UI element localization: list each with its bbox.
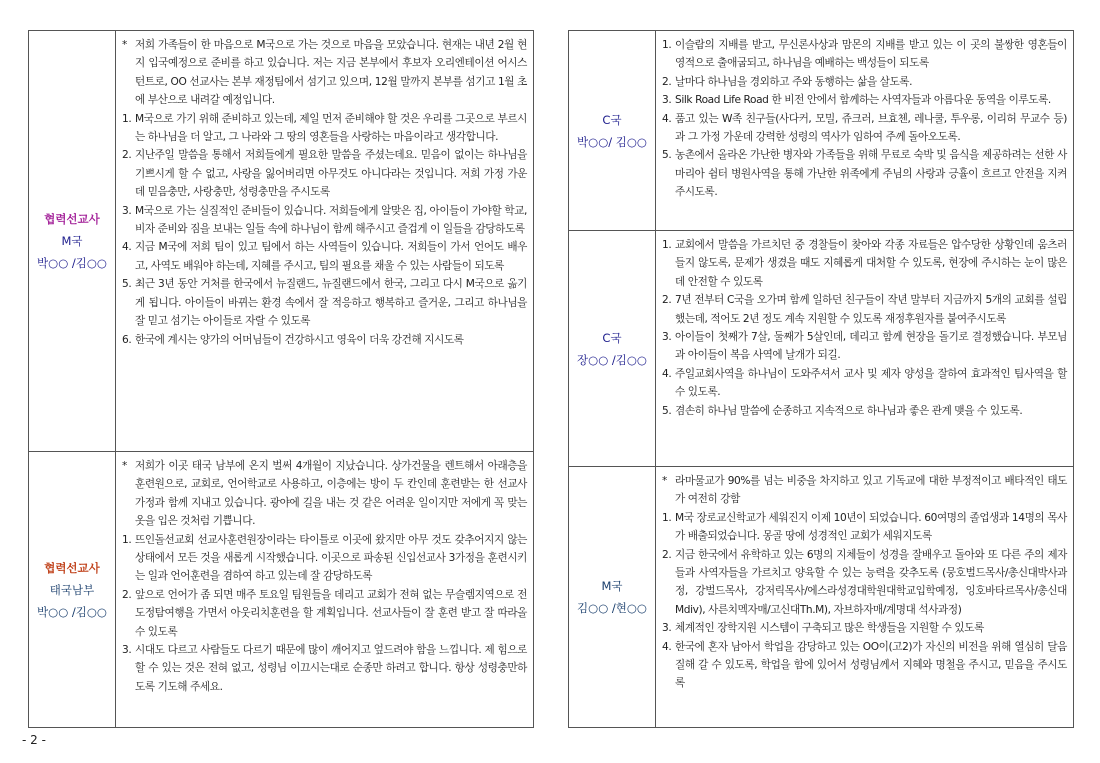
item-marker: 1.: [122, 533, 132, 546]
item-text: 최근 3년 동안 거처를 한국에서 뉴질랜드, 뉴질랜드에서 한국, 그리고 다시 M국으로 옮기게 됩니다. 아이들이 바뀌는 환경 속에서 잘 적응하고 행복하고 즐거운, 그리고 하나님을 잘 믿고 섬기는 아이들로 자랄 수 있도록: [135, 278, 527, 328]
prayer-item: [122, 586, 527, 641]
item-marker: 3.: [122, 204, 132, 217]
item-text: Silk Road Life Road 한 비전 안에서 함께하는 사역자들과 아름다운 동역을 이루도록.: [675, 94, 1051, 107]
prayer-item: [662, 619, 1067, 637]
item-marker: 3.: [662, 622, 672, 635]
label-names: 김○○ /현○○: [577, 601, 647, 615]
label-role: 협력선교사: [44, 212, 100, 226]
item-marker: 1.: [662, 239, 672, 251]
item-marker: 2.: [662, 294, 672, 307]
label-country: M국: [601, 579, 623, 593]
prayer-row: [569, 231, 1074, 467]
prayer-list: [122, 457, 527, 696]
prayer-row: [569, 31, 1074, 231]
item-marker: 1.: [662, 39, 672, 51]
row-label: [29, 31, 116, 452]
label-names: 박○○/ 김○○: [577, 134, 647, 149]
row-label: [569, 467, 656, 728]
page-number: - 2 -: [22, 733, 46, 747]
item-text: 뜨인돌선교회 선교사훈련원장이라는 타이틀로 이곳에 왔지만 아무 것도 갖추어지지 않는 상태에서 모든 것을 새롭게 시작했습니다. 이곳으로 파송된 신입선교사 3가정을 훈련시키는 일과 언어훈련을 겸하여 하고 있는데 잘 감당하도록: [135, 533, 527, 583]
item-text: 7년 전부터 C국을 오가며 함께 일하던 친구들이 작년 말부터 지금까지 5개의 교회를 설립했는데, 적어도 2년 정도 계속 지원할 수 있도록 재정후원자를 붙여주시도록: [675, 294, 1067, 325]
label-names: 장○○ /김○○: [577, 352, 647, 367]
prayer-item: [662, 73, 1067, 91]
prayer-item: [122, 146, 527, 201]
item-marker: 3.: [662, 94, 672, 107]
item-text: 한국에 혼자 남아서 학업을 감당하고 있는 OO이(고2)가 자신의 비전을 위해 열심히 달음질해 갈 수 있도록, 학업을 함에 있어서 성령님께서 지혜와 명철을 주시고, 믿음을 주시도록: [675, 640, 1067, 690]
prayer-item: [662, 509, 1067, 546]
prayer-list: [662, 472, 1067, 693]
prayer-item: [122, 531, 527, 586]
prayer-item: [122, 238, 527, 275]
item-marker: 2.: [662, 548, 672, 561]
item-marker: 6.: [122, 333, 132, 346]
item-marker: *: [122, 39, 127, 51]
item-marker: 5.: [122, 278, 132, 291]
item-text: 한국에 계시는 양가의 어머님들이 건강하시고 영육이 더욱 강건해 지시도록: [135, 333, 464, 346]
left-column: [28, 30, 534, 728]
row-body: [656, 231, 1074, 467]
item-text: 겸손히 하나님 말씀에 순종하고 지속적으로 하나님과 좋은 관계 맺을 수 있도록.: [675, 404, 1023, 417]
item-text: 시대도 다르고 사람들도 다르기 때문에 많이 깨어지고 엎드려야 함을 느낍니다. 제 힘으로 할 수 있는 것은 전혀 없고, 성령님 이끄시는대로 순종만 하려고 합니다. 항상 성령충만하도록 기도해 주세요.: [135, 644, 527, 693]
item-text: 체계적인 장학지원 시스템이 구축되고 많은 학생들을 지원할 수 있도록: [675, 622, 984, 635]
right-column: [568, 30, 1074, 728]
prayer-item: [662, 402, 1067, 420]
label-country: M국: [61, 234, 83, 248]
item-text: 앞으로 언어가 좀 되면 매주 토요일 팀원들을 데리고 교회가 전혀 없는 무슬렘지역으로 전도정탐여행을 가면서 아웃리치훈련을 할 계획입니다. 선교사들이 잘 훈련 받고 잘 따라올 수 있도록: [135, 588, 527, 638]
label-role: 협력선교사: [44, 560, 100, 575]
prayer-item: [122, 36, 527, 110]
item-marker: 3.: [662, 331, 672, 344]
label-names: 박○○ /김○○: [37, 256, 107, 270]
item-text: 지금 한국에서 유학하고 있는 6명의 지체들이 성경을 잘배우고 돌아와 또 다른 주의 제자들과 사역자들을 가르치고 양육할 수 있는 능력을 갖추도록 (뭉호벌드목사/총신대박사과정, 강벌드목사, 강저릭목사/에스라성경대학원대학교입학예정, 잉호바타르목사/총신대Mdiv), 사른치멕자매/고신대Th.M), 자브하자매/계명대 석사과정): [675, 548, 1067, 616]
item-marker: 4.: [662, 640, 672, 653]
item-text: 주일교회사역을 하나님이 도와주셔서 교사 및 제자 양성을 잘하여 효과적인 팀사역을 할 수 있도록.: [675, 367, 1067, 399]
item-text: 품고 있는 W족 친구들(사다커, 모밀, 쥬크러, 브효첸, 레나쿨, 투우롱, 이리허 무교수 등)과 그 가정 가운데 강력한 성령의 역사가 임하여 주께 돌아오도록.: [675, 112, 1067, 144]
prayer-item: [662, 328, 1067, 365]
row-body: [656, 31, 1074, 231]
item-text: 라마물교가 90%를 넘는 비중을 차지하고 있고 기독교에 대한 부정적이고 배타적인 태도가 여전히 강함: [675, 475, 1067, 506]
item-marker: 4.: [662, 367, 672, 380]
item-text: 이슬람의 지배를 받고, 무신론사상과 맘몬의 지배를 받고 있는 이 곳의 불쌍한 영혼들이 영적으로 출애굽되고, 하나님을 예배하는 백성들이 되도록: [675, 39, 1067, 70]
label-country: 태국남부: [49, 582, 95, 597]
prayer-item: [662, 110, 1067, 147]
item-text: 날마다 하나님을 경외하고 주와 동행하는 삶을 살도록.: [675, 75, 913, 88]
prayer-item: [122, 331, 527, 349]
row-label: [569, 231, 656, 467]
item-marker: 4.: [662, 112, 672, 125]
prayer-row: [29, 31, 534, 452]
item-text: 지금 M국에 저희 팀이 있고 팀에서 하는 사역들이 있습니다. 저희들이 가서 언어도 배우고, 사역도 배워야 하는데, 지혜를 주시고, 팀의 필요를 채울 수 있는 사람들이 되도록: [135, 241, 527, 272]
item-text: 아이들이 첫째가 7살, 둘째가 5살인데, 데리고 함께 현장을 돌기로 결정했습니다. 부모님과 아이들이 복음 사역에 날개가 되길.: [675, 331, 1067, 362]
item-marker: 2.: [122, 588, 132, 601]
item-marker: 1.: [662, 511, 672, 524]
item-marker: 4.: [122, 241, 132, 254]
prayer-item: [662, 291, 1067, 328]
prayer-item: [662, 546, 1067, 620]
item-marker: 1.: [122, 112, 132, 125]
row-label: [29, 452, 116, 728]
row-body: [116, 452, 534, 728]
item-text: M국으로 가는 실질적인 준비들이 있습니다. 저희들에게 알맞은 집, 아이들이 가야할 학교, 비자 준비와 짐을 보내는 일들 속에 하나님이 함께 해주시고 즐겁게 이 일들을 감당하도록: [135, 204, 527, 236]
prayer-row: [29, 452, 534, 728]
prayer-row: [569, 467, 1074, 728]
item-text: 지난주일 말씀을 통해서 저희들에게 필요한 말씀을 주셨는데요. 믿음이 없이는 하나님을 기쁘시게 할 수 없고, 사랑을 잃어버리면 아무것도 아니다라는 것입니다. 저희 가정 가운데 믿음충만, 사랑충만, 성령충만을 주시도록: [135, 149, 527, 199]
prayer-item: [122, 457, 527, 531]
row-body: [656, 467, 1074, 728]
item-marker: 2.: [122, 149, 132, 162]
item-marker: 5.: [662, 149, 672, 162]
prayer-item: [662, 472, 1067, 509]
item-text: 교회에서 말씀을 가르치던 중 경찰들이 찾아와 각종 자료들은 압수당한 상황인데 움츠러들지 않도록, 문제가 생겼을 때도 지혜롭게 대처할 수 있도록, 현장에 주시하는 눈이 많은데 안전할 수 있도록: [675, 239, 1067, 288]
item-text: M국으로 가기 위해 준비하고 있는데, 제일 먼저 준비해야 할 것은 우리를 그곳으로 부르시는 하나님을 더 알고, 그 나라와 그 땅의 영혼들을 사랑하는 마음이라고 생각합니다.: [135, 112, 527, 144]
prayer-item: [662, 36, 1067, 73]
prayer-item: [662, 638, 1067, 693]
prayer-item: [662, 91, 1067, 109]
item-text: 저희 가족들이 한 마음으로 M국으로 가는 것으로 마음을 모았습니다. 현재는 내년 2월 현지 입국예정으로 준비를 하고 있습니다. 저는 지금 본부에서 후보자 오리엔테이션 어시스턴트로, OO 선교사는 본부 재정팀에서 섬기고 있으며, 12월 말까지 본부를 섬기고 1월 초에 부산으로 내려갈 예정입니다.: [135, 39, 527, 107]
row-label: [569, 31, 656, 231]
prayer-item: [122, 110, 527, 147]
left-prayer-table: [28, 30, 534, 728]
prayer-list: [122, 36, 527, 349]
item-marker: 2.: [662, 75, 672, 88]
prayer-item: [122, 275, 527, 330]
label-country: C국: [602, 112, 622, 127]
label-country: C국: [602, 330, 622, 345]
item-text: M국 장로교신학교가 세워진지 이제 10년이 되었습니다. 60여명의 졸업생과 14명의 목사가 배출되었습니다. 몽골 땅에 성경적인 교회가 세워지도록: [675, 511, 1067, 543]
prayer-list: [662, 36, 1067, 202]
prayer-list: [662, 236, 1067, 420]
item-marker: *: [122, 460, 127, 472]
row-body: [116, 31, 534, 452]
prayer-item: [122, 641, 527, 696]
right-prayer-table: [568, 30, 1074, 728]
item-marker: *: [662, 475, 667, 487]
item-marker: 5.: [662, 404, 672, 417]
prayer-item: [662, 146, 1067, 201]
label-names: 박○○ /김○○: [37, 604, 107, 619]
prayer-item: [122, 202, 527, 239]
prayer-item: [662, 365, 1067, 402]
prayer-item: [662, 236, 1067, 291]
item-text: 농촌에서 올라온 가난한 병자와 가족들을 위해 무료로 숙박 및 음식을 제공하려는 선한 사마리아 쉼터 병원사역을 통해 가난한 위족에게 주님의 사랑과 긍휼이 흐르고 안전을 지켜주시도록.: [675, 149, 1067, 199]
item-marker: 3.: [122, 644, 132, 657]
item-text: 저희가 이곳 태국 남부에 온지 벌써 4개월이 지났습니다. 상가건물을 렌트해서 아래층을 훈련원으로, 교회로, 언어학교로 사용하고, 이층에는 방이 두 칸인데 훈련받는 한 선교사 가정과 함께 지내고 있습니다. 광야에 길을 내는 것 같은 어려운 일이지만 저에게 꼭 맞는 옷을 입은 것처럼 기쁩니다.: [135, 460, 527, 528]
